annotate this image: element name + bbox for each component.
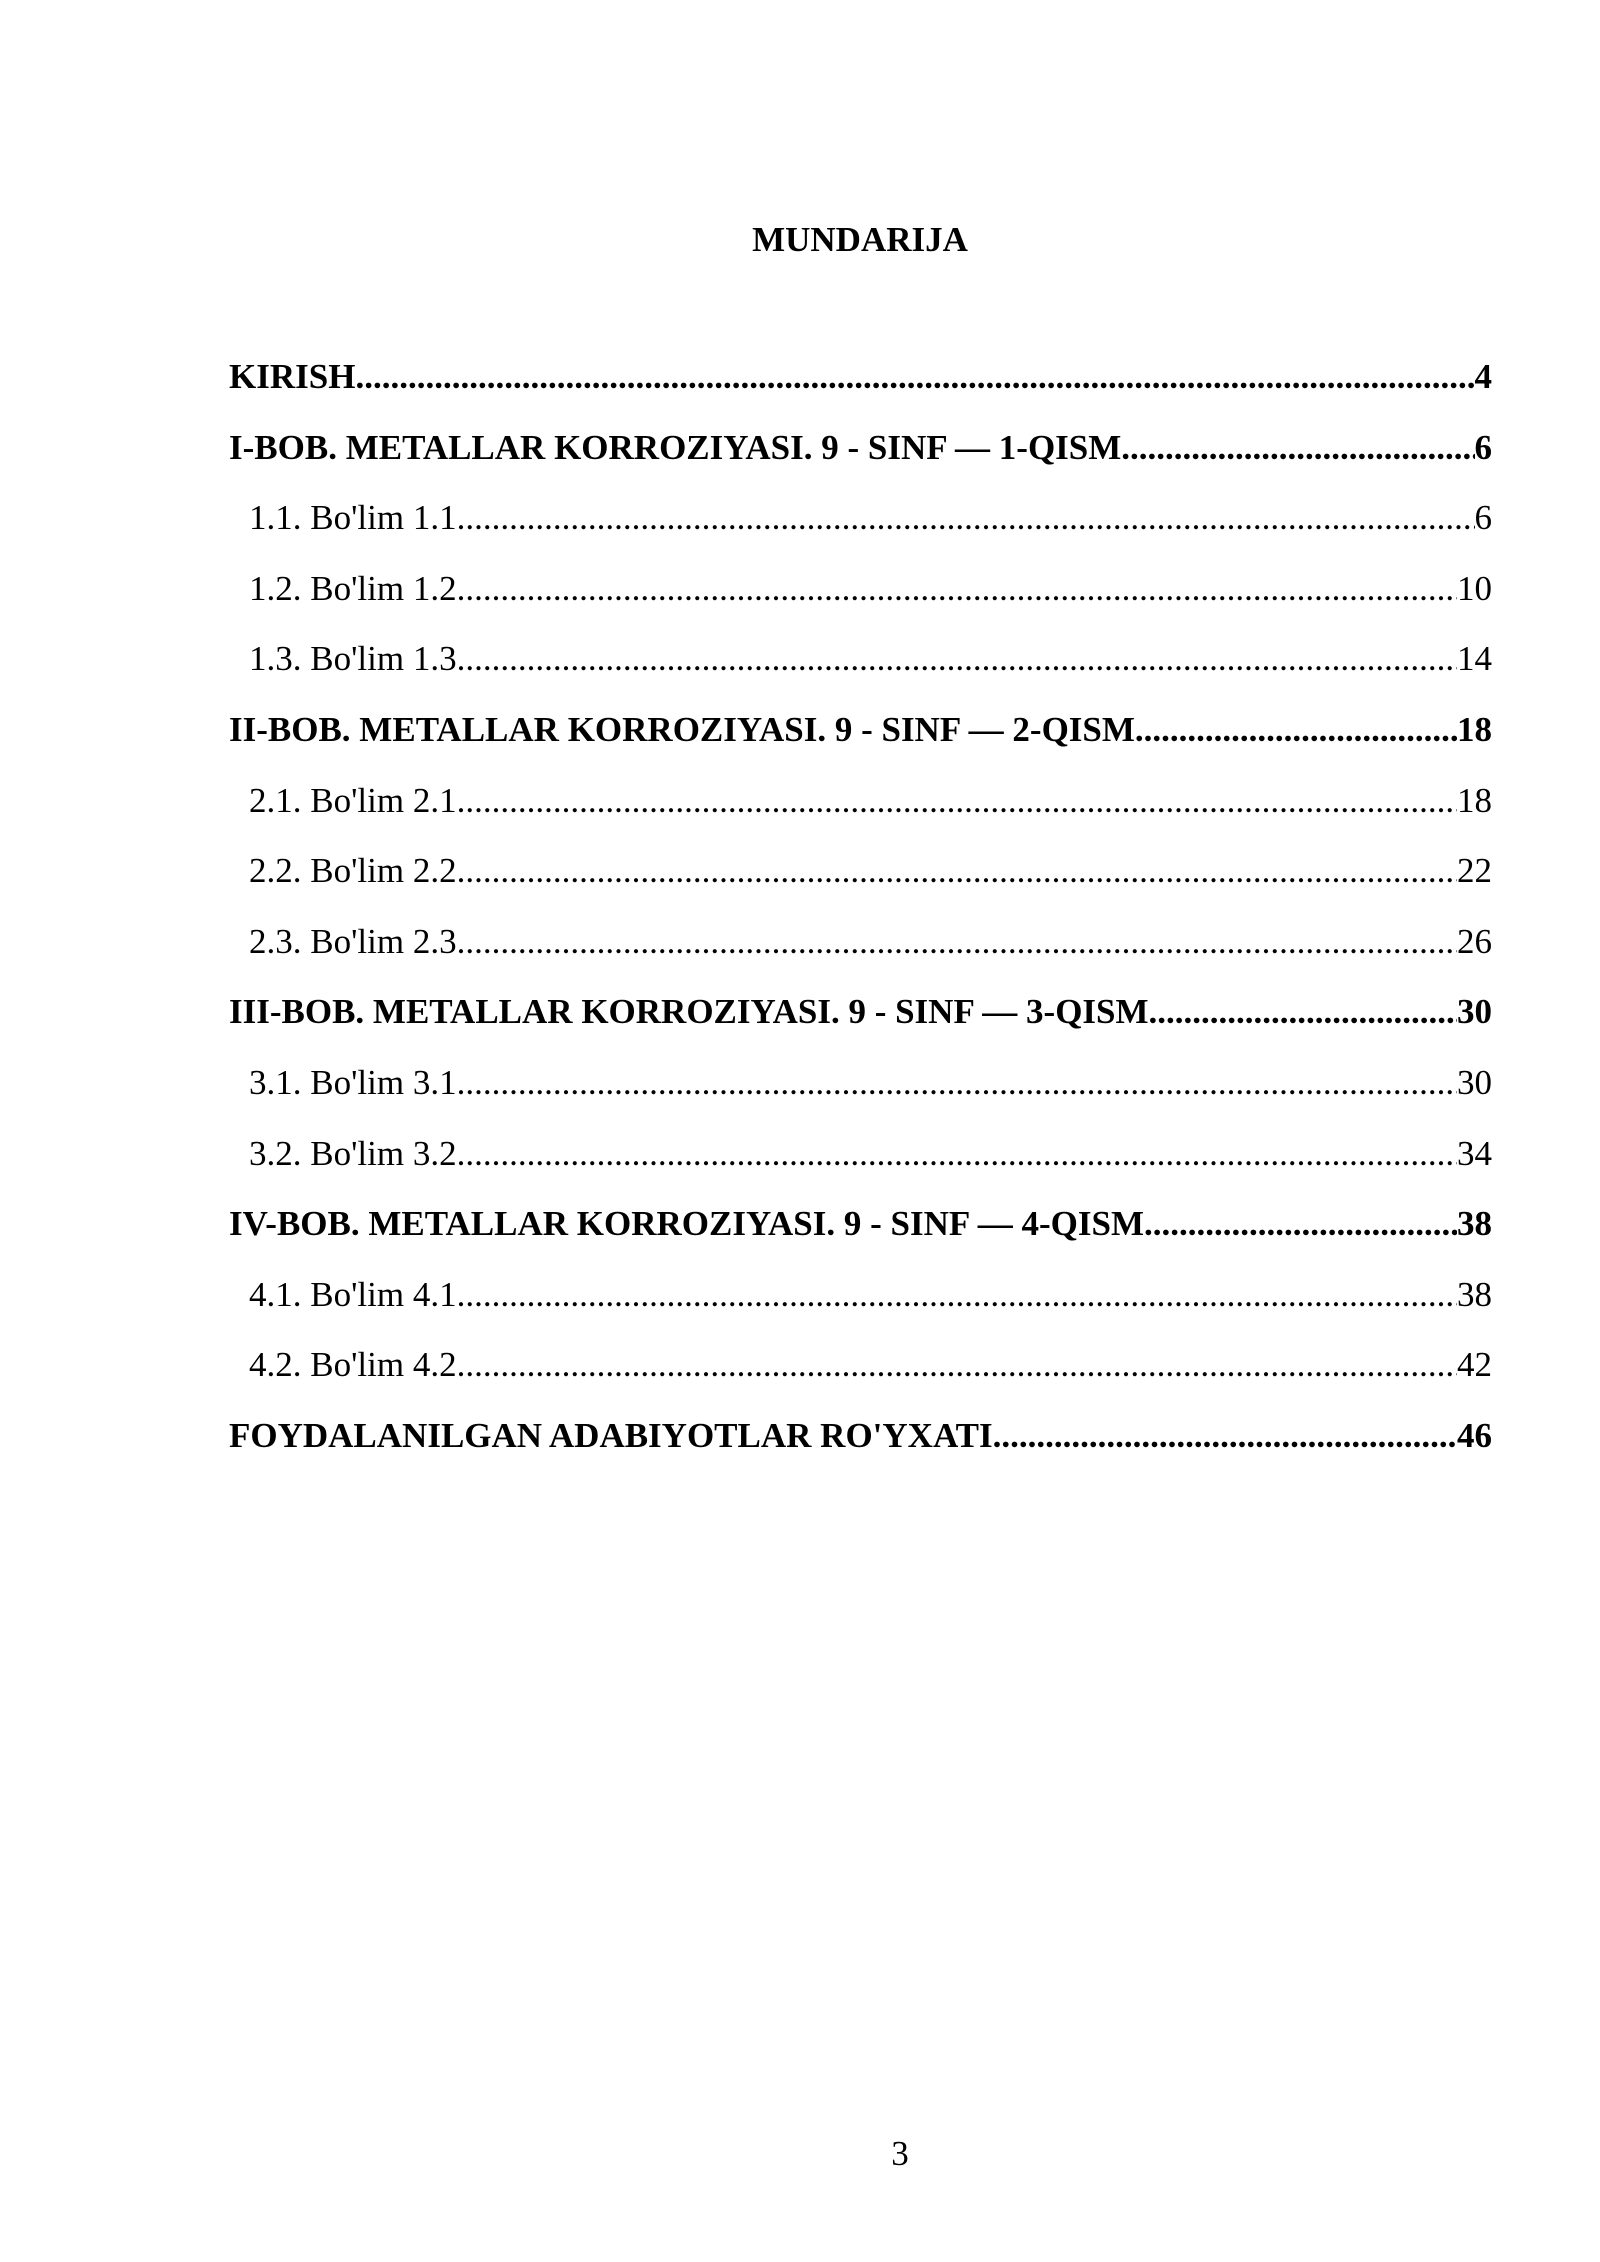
toc-entry-label: 1.3. Bo'lim 1.3 (249, 639, 457, 679)
toc-dot-leader (1121, 426, 1474, 470)
toc-entry-page: 6 (1474, 427, 1492, 467)
toc-entry-page: 46 (1457, 1415, 1492, 1455)
toc-entry-page: 6 (1474, 498, 1492, 538)
toc-section-entry[interactable] (229, 1061, 1492, 1132)
toc-entry-label: III-BOB. METALLAR KORROZIYASI. 9 - SINF — 3-QISM (229, 992, 1149, 1032)
toc-entry-page: 38 (1457, 1274, 1492, 1314)
toc-entry-page: 22 (1457, 851, 1492, 891)
toc-section-entry[interactable] (229, 1343, 1492, 1414)
toc-entry-page: 4 (1474, 357, 1492, 396)
toc-entry-page: 26 (1457, 921, 1492, 961)
toc-dot-leader (457, 567, 1457, 611)
toc-chapter-entry[interactable] (229, 1414, 1492, 1485)
toc-chapter-entry[interactable] (229, 708, 1492, 779)
page-number: 3 (891, 2134, 909, 2173)
toc-dot-leader (457, 920, 1457, 964)
toc-dot-leader (457, 1132, 1457, 1176)
toc-entry-label: I-BOB. METALLAR KORROZIYASI. 9 - SINF — 1-QISM (229, 427, 1122, 467)
toc-dot-leader (1144, 1202, 1457, 1246)
toc-entry-page: 10 (1457, 568, 1492, 608)
toc-section-entry[interactable] (229, 567, 1492, 638)
toc-section-entry[interactable] (229, 1273, 1492, 1344)
toc-entry-label: IV-BOB. METALLAR KORROZIYASI. 9 - SINF — 4-QISM (229, 1204, 1144, 1244)
toc-dot-leader (1135, 708, 1457, 752)
toc-dot-leader (457, 637, 1457, 681)
toc-dot-leader (457, 849, 1457, 893)
toc-section-entry[interactable] (229, 637, 1492, 708)
toc-dot-leader (457, 1343, 1457, 1387)
toc-entry-label: KIRISH (229, 357, 356, 396)
toc-entry-label: FOYDALANILGAN ADABIYOTLAR RO'YXATI (229, 1415, 993, 1455)
toc-entry-label: 2.3. Bo'lim 2.3 (249, 921, 457, 961)
toc-dot-leader (457, 1273, 1457, 1317)
toc-entry-page: 18 (1457, 709, 1492, 749)
toc-section-entry[interactable] (229, 1132, 1492, 1203)
page-title: MUNDARIJA (752, 220, 968, 259)
toc-section-entry[interactable] (229, 779, 1492, 850)
toc-entry-label: 3.1. Bo'lim 3.1 (249, 1062, 457, 1102)
toc-entry-label: 2.2. Bo'lim 2.2 (249, 851, 457, 891)
toc-entry-page: 30 (1457, 1062, 1492, 1102)
toc-entry-label: 4.2. Bo'lim 4.2 (249, 1345, 457, 1385)
toc-chapter-entry[interactable] (229, 426, 1492, 497)
toc-entry-page: 14 (1457, 639, 1492, 679)
toc-dot-leader (993, 1414, 1457, 1458)
toc-entry-label: 1.1. Bo'lim 1.1 (249, 498, 457, 538)
toc-entry-label: 3.2. Bo'lim 3.2 (249, 1133, 457, 1173)
toc-entry-page: 18 (1457, 780, 1492, 820)
toc-dot-leader (355, 355, 1474, 399)
toc-dot-leader (457, 496, 1475, 540)
toc-chapter-entry[interactable] (229, 355, 1492, 426)
toc-entry-label: 2.1. Bo'lim 2.1 (249, 780, 457, 820)
toc-entry-page: 34 (1457, 1133, 1492, 1173)
toc-dot-leader (457, 1061, 1457, 1105)
toc-section-entry[interactable] (229, 849, 1492, 920)
toc-entry-page: 30 (1457, 992, 1492, 1032)
table-of-contents (229, 355, 1492, 1485)
toc-dot-leader (1149, 990, 1457, 1034)
toc-entry-page: 42 (1457, 1345, 1492, 1385)
toc-chapter-entry[interactable] (229, 1202, 1492, 1273)
toc-entry-label: 1.2. Bo'lim 1.2 (249, 568, 457, 608)
toc-section-entry[interactable] (229, 496, 1492, 567)
toc-entry-page: 38 (1457, 1204, 1492, 1244)
toc-entry-label: II-BOB. METALLAR KORROZIYASI. 9 - SINF — 2-QISM (229, 709, 1135, 749)
toc-entry-label: 4.1. Bo'lim 4.1 (249, 1274, 457, 1314)
toc-dot-leader (457, 779, 1457, 823)
toc-chapter-entry[interactable] (229, 990, 1492, 1061)
toc-section-entry[interactable] (229, 920, 1492, 991)
